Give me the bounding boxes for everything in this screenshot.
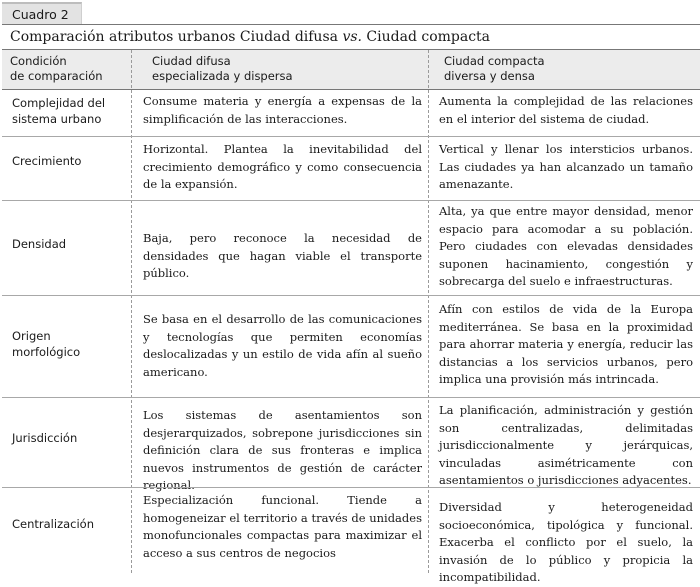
cell-diffuse: Especialización funcional. Tiende a homogeneizar el territorio a través de unidades monofuncionales compactas para maximizar el acceso a sus centros de negocios [143,493,422,560]
header-compact-city [444,54,545,84]
cell-diffuse: Horizontal. Plantea la inevitabilidad del crecimiento demográfico y como consecuencia de la expansión. [143,142,422,191]
row-condition [12,153,128,169]
header-diffuse-city [152,54,293,84]
row-condition [12,430,128,446]
row-condition [12,516,128,532]
row-condition [12,236,128,252]
cell-diffuse: Los sistemas de asentamientos son desjerarquizados, sobrepone jurisdicciones sin definición clara de sus fronteras e implica nuevos instrumentos de gestión de carácter regional. [143,408,422,492]
table-row-densidad [2,200,700,295]
condition-line: morfológico [12,345,81,359]
condition-line: Crecimiento [12,154,82,168]
caption-tab: Cuadro 2 [2,2,82,24]
table-row-crecimiento [2,136,700,200]
condition-line: Jurisdicción [12,431,78,445]
table-title [2,24,700,50]
cell-compact: Aumenta la complejidad de las relaciones en el interior del sistema de ciudad. [439,94,693,126]
condition-line: Origen [12,329,51,343]
cell-diffuse: Se basa en el desarrollo de las comunicaciones y tecnologías que permiten economías deslocalizadas y un estilo de vida afín al sueño americano. [143,312,422,379]
table-row-centralizacion [2,487,700,584]
table-header-row [2,50,700,90]
condition-line: sistema urbano [12,112,102,126]
header-condition [10,54,103,84]
title-text-start: Comparación atributos urbanos Ciudad difusa [10,29,343,45]
title-vs: vs. [342,29,362,45]
cell-diffuse: Consume materia y energía a expensas de la simplificación de las interacciones. [143,94,422,126]
header-condition-line1: Condición [10,54,67,68]
row-condition [12,328,128,360]
cell-compact: Diversidad y heterogeneidad socioeconómica, tipológica y funcional. Exacerba el conflicto por el suelo, la invasión de lo público y propicia la incompatibilidad. [439,500,693,584]
header-compact-line1: Ciudad compacta [444,54,545,68]
header-diffuse-line1: Ciudad difusa [152,54,231,68]
header-diffuse-line2: especializada y dispersa [152,69,293,83]
title-text-end: Ciudad compacta [361,29,491,45]
table-row-complejidad [2,89,700,136]
header-condition-line2: de comparación [10,69,103,83]
condition-line: Densidad [12,237,67,251]
cell-compact: La planificación, administración y gestión son centralizadas, delimitadas jurisdiccionalmente y jerárquicas, vinculadas asimétricamente con asentamientos o jurisdicciones adyacentes. [439,403,693,487]
table-row-jurisdiccion [2,397,700,492]
condition-line: Complejidad del [12,96,106,110]
cell-compact: Alta, ya que entre mayor densidad, menor espacio para acomodar a su población. Pero ciudades con elevadas densidades suponen hacinamiento, congestión y sobrecarga del suelo e infraestructuras. [439,204,693,288]
header-compact-line2: diversa y densa [444,69,535,83]
cell-diffuse: Baja, pero reconoce la necesidad de densidades que hagan viable el transporte público. [143,231,422,280]
cell-compact: Vertical y llenar los intersticios urbanos. Las ciudades ya han alcanzado un tamaño amenazante. [439,142,693,191]
condition-line: Centralización [12,517,94,531]
row-condition [12,95,128,127]
table-row-origen [2,295,700,397]
cell-compact: Afín con estilos de vida de la Europa mediterránea. Se basa en la proximidad para ahorrar materia y energía, reducir las distancias a los servicios urbanos, pero implica una provisión más intrincada. [439,302,693,386]
